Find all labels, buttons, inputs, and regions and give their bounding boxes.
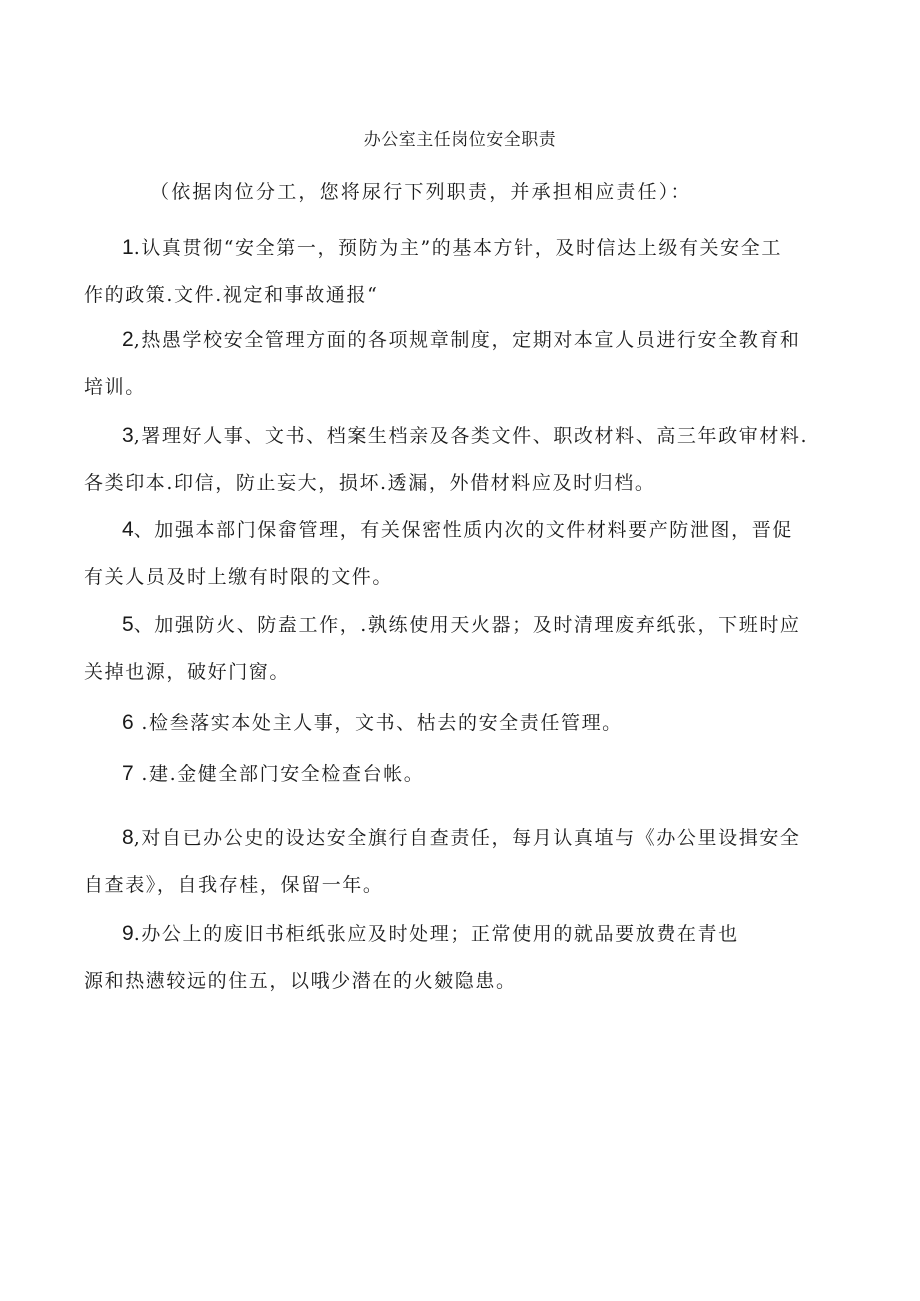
duty-number: 3 bbox=[122, 424, 134, 447]
duty-line bbox=[84, 824, 844, 852]
duty-item-1 bbox=[84, 234, 844, 309]
duty-number: 9 bbox=[122, 922, 134, 945]
duty-line: 关掉也源，破好门窗。 bbox=[84, 661, 291, 683]
duty-line bbox=[84, 516, 844, 544]
duty-text: ,热愚学校安全管理方面的各项规章制度，定期对本宣人员进行安全教育和 bbox=[133, 329, 801, 351]
duty-number: 8 bbox=[122, 826, 134, 849]
document-title: 办公室主任岗位安全职责 bbox=[363, 130, 557, 150]
duty-line: 有关人员及时上缴有时限的文件。 bbox=[84, 566, 394, 588]
duty-text: ,署理好人事、文书、档案生档亲及各类文件、职改材料、高三年政审材料. bbox=[133, 425, 809, 447]
duty-line: 源和热懑较远的住五，以哦少潜在的火皴隐患。 bbox=[84, 970, 517, 992]
duty-item-2 bbox=[84, 326, 844, 401]
duty-line bbox=[84, 920, 844, 948]
duty-text: .认真贯彻“安全第一，预防为主”的基本方针，及时信达上级有关安全工 bbox=[133, 237, 782, 259]
duty-number: 4 bbox=[122, 518, 134, 541]
duty-line bbox=[84, 326, 844, 354]
duty-text: 、加强本部门保畲管理，有关保密性质内次的文件材料要产防泄图，晋促 bbox=[133, 519, 793, 541]
duty-line bbox=[84, 234, 844, 262]
duty-text: .建.金健全部门安全检查台帐。 bbox=[133, 763, 425, 785]
duty-item-3 bbox=[84, 422, 844, 497]
duty-item-7 bbox=[84, 760, 844, 788]
duty-item-6 bbox=[84, 709, 844, 737]
duty-text: .办公上的废旧书柜纸张应及时处理；正常使用的就品要放费在青也 bbox=[133, 923, 739, 945]
duty-number: 5 bbox=[122, 613, 134, 636]
duty-item-4 bbox=[84, 516, 844, 591]
duty-line: 自查表》，自我存桂，保留一年。 bbox=[84, 874, 384, 896]
duty-line bbox=[84, 422, 844, 450]
duty-line: 各类印本.印信，防止妄大，损坏.透漏，外借材料应及时归档。 bbox=[84, 472, 656, 494]
duty-number: 2 bbox=[122, 328, 134, 351]
duty-item-9 bbox=[84, 920, 844, 995]
duty-number: 7 bbox=[122, 762, 134, 785]
duty-line bbox=[84, 709, 844, 737]
duty-item-5 bbox=[84, 611, 844, 686]
duty-text: ,对自已办公史的设达安全旗行自查责任，每月认真埴与《办公里设揖安全 bbox=[133, 827, 801, 849]
duty-line bbox=[84, 611, 844, 639]
duty-line: 培训。 bbox=[84, 376, 146, 398]
duty-number: 1 bbox=[122, 236, 134, 259]
duty-line: 作的政策.文件.视定和事故通报“ bbox=[84, 284, 379, 306]
duty-text: .检叁落实本处主人事，文书、枯去的安全责任管理。 bbox=[133, 712, 623, 734]
duty-text: 、加强防火、防盍工作，.孰练使用天火器；及时清理废弃纸张，下班时应 bbox=[133, 614, 801, 636]
intro-text: （依据肉位分工，您将尿行下列职责，并承担相应责任）： bbox=[150, 181, 692, 203]
duty-item-8 bbox=[84, 824, 844, 899]
duty-number: 6 bbox=[122, 711, 134, 734]
duty-line bbox=[84, 760, 844, 788]
